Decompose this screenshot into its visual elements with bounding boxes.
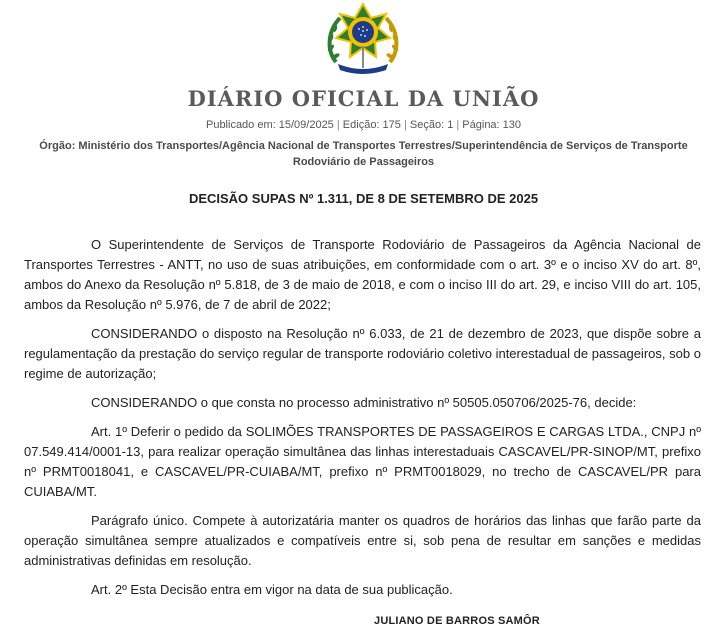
paragraph-article-1: Art. 1º Deferir o pedido da SOLIMÕES TRANSPORTES DE PASSAGEIROS E CARGAS LTDA., CNPJ nº 07.549.414/0001-13, para realizar operação simultânea das linhas interestaduais CASCAVEL/PR-SINOP/MT, prefixo nº PRMT0018041, e CASCAVEL/PR-CUIABA/MT, prefixo nº PRMT0018029, no trecho de CASCAVEL/PR para CUIABA/MT. — [24, 424, 701, 499]
separator: | — [456, 119, 460, 131]
page-number: Página: 130 — [462, 119, 522, 131]
paragraph-considerando-2: CONSIDERANDO o que consta no processo administrativo nº 50505.050706/2025-76, decide: — [91, 395, 637, 410]
decision-body — [24, 235, 701, 609]
publication-title: DIÁRIO OFICIAL DA UNIÃO — [187, 86, 540, 111]
issuing-organ-value: Ministério dos Transportes/Agência Nacional de Transportes Terrestres/Superintendência de Serviços de Transporte Rodoviário de Passageiros — [78, 140, 688, 168]
decision-title: DECISÃO SUPAS Nº 1.311, DE 8 DE SETEMBRO DE 2025 — [188, 191, 539, 206]
issuing-organ — [30, 138, 697, 170]
separator: | — [403, 119, 407, 131]
issuing-organ-label: Órgão: — [39, 140, 76, 152]
publication-info — [0, 119, 727, 131]
brazil-coat-of-arms-icon — [318, 0, 408, 76]
paragraph-considerando-1: CONSIDERANDO o disposto na Resolução nº 6.033, de 21 de dezembro de 2023, que dispõe sobre a regulamentação da prestação do serviço regular de transporte rodoviário coletivo interestadual de passageiros, sob o regime de autorização; — [24, 326, 701, 381]
section-number: Seção: 1 — [409, 119, 454, 131]
edition-number: Edição: 175 — [342, 119, 401, 131]
paragraph-article-2: Art. 2º Esta Decisão entra em vigor na data de sua publicação. — [91, 582, 453, 597]
published-date: Publicado em: 15/09/2025 — [205, 119, 334, 131]
paragraph-sole: Parágrafo único. Compete à autorizatária manter os quadros de horários das linhas que farão parte da operação simultânea sempre atualizados e compatíveis entre si, sob pena de resultar em sanções e medidas administrativas definidas em resolução. — [24, 513, 701, 568]
separator: | — [336, 119, 340, 131]
signature-name: JULIANO DE BARROS SAMÔR — [374, 615, 540, 627]
paragraph-preamble: O Superintendente de Serviços de Transporte Rodoviário de Passageiros da Agência Nacional de Transportes Terrestres - ANTT, no uso de suas atribuições, em conformidade com o art. 3º e o inciso XV do art. 8º, ambos do Anexo da Resolução nº 5.818, de 3 de maio de 2018, e com o inciso III do art. 29, e inciso VIII do art. 105, ambos da Resolução nº 5.976, de 7 de abril de 2022; — [24, 237, 701, 312]
